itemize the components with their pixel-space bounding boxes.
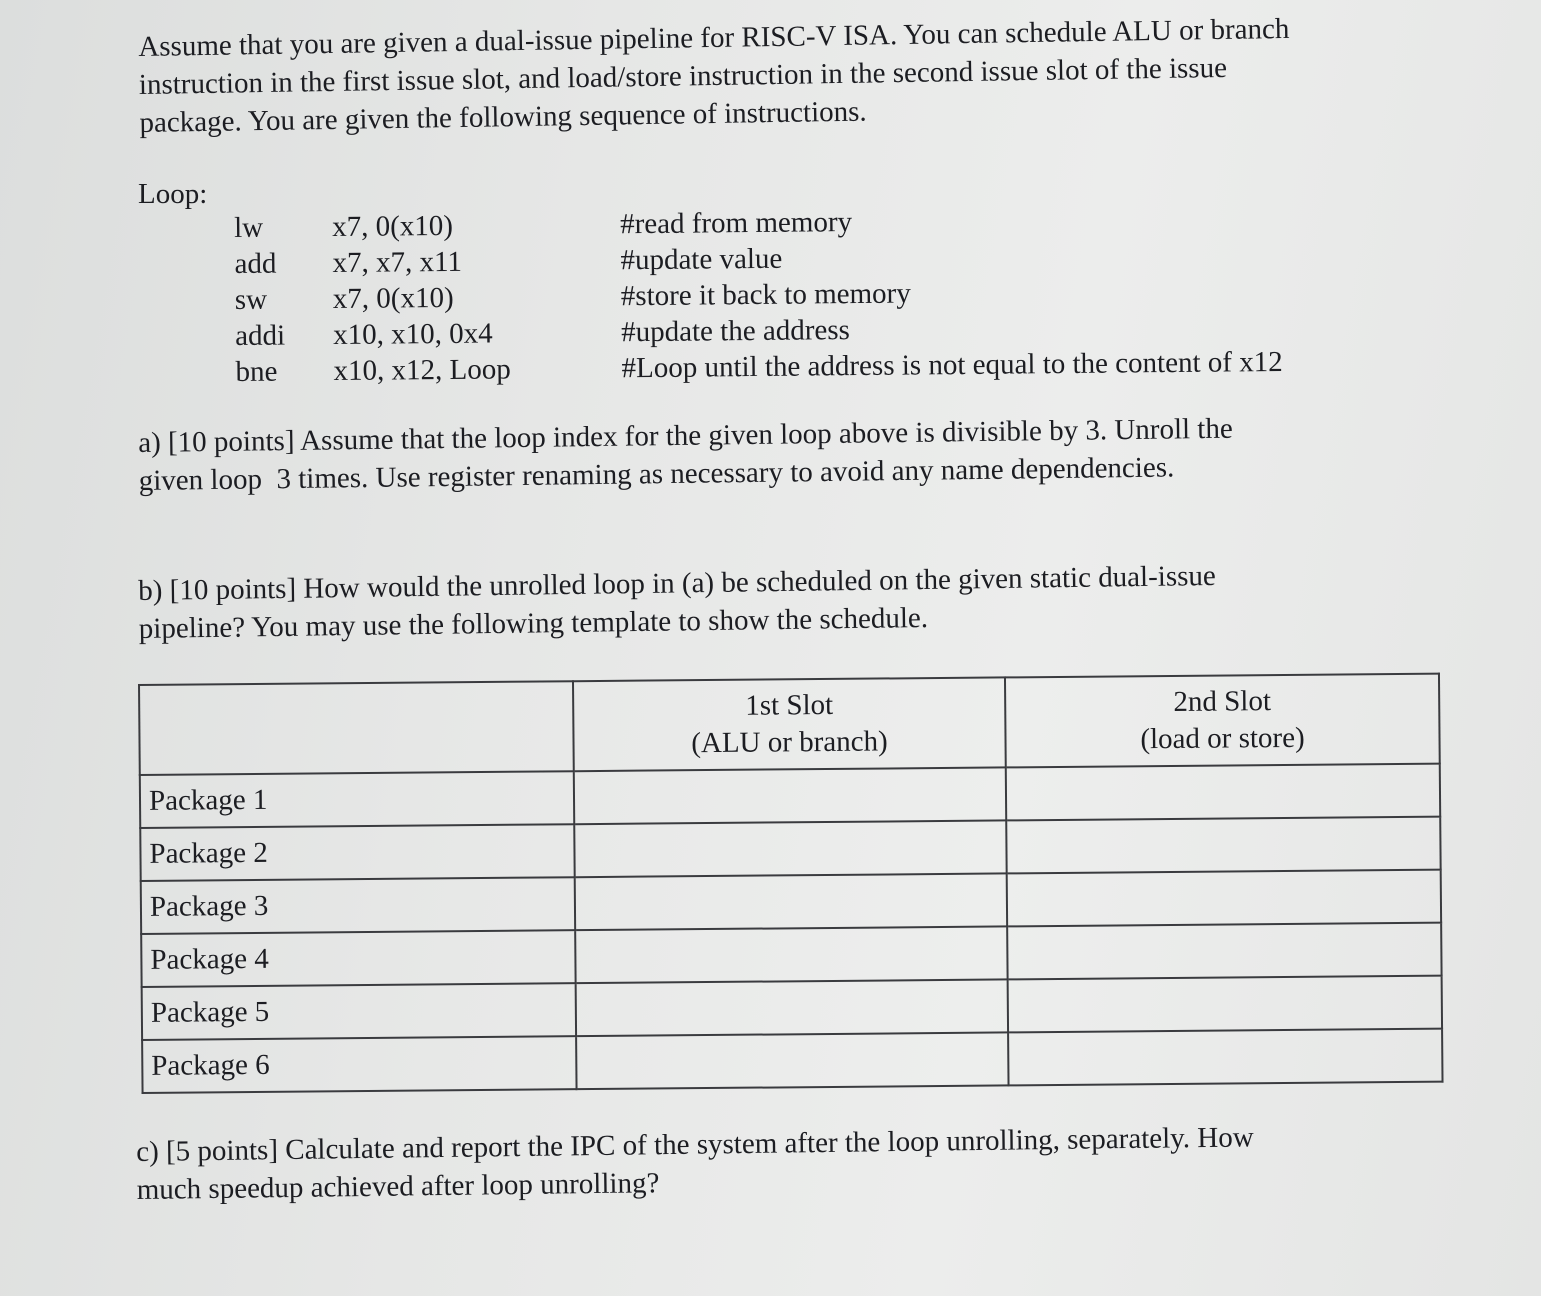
comment: #read from memory: [619, 206, 853, 241]
opcode: bne: [235, 355, 278, 388]
code-listing: [234, 206, 1283, 392]
header-slot2: [1005, 674, 1440, 768]
header-slot1-subtitle: (ALU or branch): [691, 725, 888, 760]
header-slot2-subtitle: (load or store): [1140, 721, 1305, 756]
loop-label: Loop:: [138, 178, 208, 210]
operands: x10, x12, Loop: [333, 353, 511, 388]
question-b-line: pipeline? You may use the following template to show the schedule.: [138, 601, 929, 645]
slot1-cell[interactable]: [575, 873, 1007, 930]
package-label: Package 4: [141, 930, 575, 987]
header-slot1-title: 1st Slot: [745, 688, 834, 722]
package-label: Package 2: [140, 824, 574, 881]
question-b-line: b) [10 points] How would the unrolled loop in (a) be scheduled on the given static dual-issue: [138, 559, 1216, 607]
opcode: sw: [234, 283, 268, 316]
comment: #Loop until the address is not equal to the content of x12: [621, 345, 1283, 385]
slot1-cell[interactable]: [574, 820, 1006, 877]
intro-line: Assume that you are given a dual-issue pipeline for RISC-V ISA. You can schedule ALU or branch: [138, 12, 1290, 63]
slot2-cell[interactable]: [1006, 764, 1440, 821]
intro-paragraph: [138, 8, 1430, 142]
table-header-row: [139, 674, 1440, 775]
question-a-line: given loop 3 times. Use register renaming as necessary to avoid any name dependencies.: [138, 451, 1175, 497]
operands: x10, x10, 0x4: [333, 317, 493, 352]
opcode: lw: [234, 211, 264, 244]
comment: #store it back to memory: [620, 277, 911, 313]
question-c-line: much speedup achieved after loop unrolling?: [136, 1167, 660, 1206]
package-label: Package 3: [141, 877, 575, 934]
comment: #update the address: [621, 314, 851, 349]
package-label: Package 1: [140, 771, 574, 828]
intro-line: package. You are given the following sequence of instructions.: [139, 95, 867, 139]
question-c: [136, 1116, 1427, 1209]
operands: x7, 0(x10): [332, 281, 454, 316]
package-label: Package 6: [142, 1036, 576, 1093]
question-a-line: a) [10 points] Assume that the loop index for the given loop above is divisible by 3. Unroll the: [138, 412, 1233, 459]
opcode: addi: [235, 319, 286, 352]
slot1-cell[interactable]: [576, 979, 1008, 1036]
question-b: [138, 554, 1399, 648]
slot2-cell[interactable]: [1007, 870, 1441, 927]
slot1-cell[interactable]: [575, 926, 1007, 983]
header-slot1: [573, 677, 1006, 771]
slot2-cell[interactable]: [1008, 1029, 1442, 1086]
slot1-cell[interactable]: [576, 1032, 1008, 1089]
package-label: Package 5: [142, 983, 576, 1040]
operands: x7, 0(x10): [331, 209, 454, 244]
header-slot2-title: 2nd Slot: [1173, 685, 1272, 718]
table-row: [142, 1029, 1442, 1093]
slot1-cell[interactable]: [574, 767, 1006, 824]
schedule-table: [138, 673, 1444, 1094]
operands: x7, x7, x11: [332, 245, 463, 280]
intro-line: instruction in the first issue slot, and load/store instruction in the second issue slot of the issue: [138, 51, 1228, 101]
comment: #update value: [620, 242, 783, 277]
slot2-cell[interactable]: [1006, 817, 1440, 874]
slot2-cell[interactable]: [1007, 923, 1441, 980]
header-empty-cell: [139, 681, 574, 775]
slot2-cell[interactable]: [1008, 976, 1442, 1033]
opcode: add: [234, 247, 277, 280]
question-a: [138, 408, 1399, 500]
question-c-line: c) [5 points] Calculate and report the IPC of the system after the loop unrolling, separately. How: [136, 1121, 1254, 1168]
